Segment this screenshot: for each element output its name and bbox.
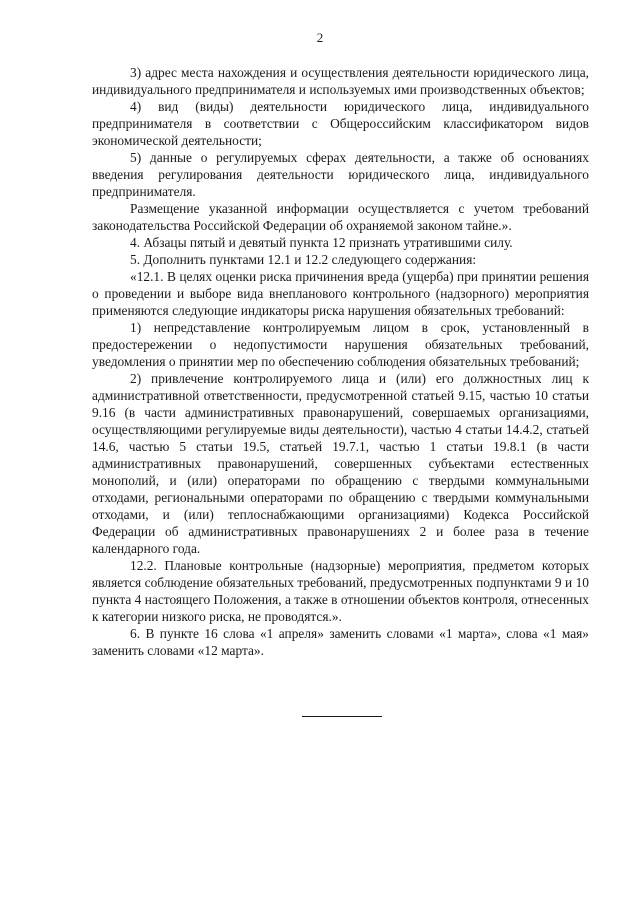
paragraph-indicator-2: 2) привлечение контролируемого лица и (или) его должностных лиц к административной ответственности, предусмотренной статьей 9.15, частью 10 статьи 9.16 (в части административных правонарушений, совершаемых организациями, осуществляющими регулируемые виды деятельности), частью 4 статьи 14.4.2, статьей 14.6, частью 5 статьи 19.5, статьей 19.7.1, частью 1 статьи 19.8.1 (в части административных правонарушений, совершенных субъектами естественных монополий, и (или) операторами по обращению с твердыми коммунальными отходами, региональными операторами по обращению с твердыми коммунальными отходами, и (или) теплоснабжающими организациями) Кодекса Российской Федерации об административных правонарушениях 2 и более раза в течение календарного года.: [92, 371, 589, 556]
paragraph-clause-4: 4. Абзацы пятый и девятый пункта 12 признать утратившими силу.: [130, 235, 513, 250]
paragraph-item-5-regulated-spheres: 5) данные о регулируемых сферах деятельности, а также об основаниях введения регулирования деятельности юридического лица, индивидуального предпринимателя.: [92, 150, 589, 199]
paragraph-indicator-1: 1) непредставление контролируемым лицом в срок, установленный в предостережении о недопустимости нарушения обязательных требований, уведомления о принятии мер по обеспечению соблюдения обязательных требований;: [92, 320, 589, 369]
paragraph-info-placement: Размещение указанной информации осуществляется с учетом требований законодательства Российской Федерации об охраняемой законом тайне.».: [92, 201, 589, 233]
document-body: [92, 64, 589, 659]
paragraph-clause-12-1: «12.1. В целях оценки риска причинения вреда (ущерба) при принятии решения о проведении и выборе вида внепланового контрольного (надзорного) мероприятия применяются следующие индикаторы риска нарушения обязательных требований:: [92, 269, 589, 318]
paragraph-clause-12-2: 12.2. Плановые контрольные (надзорные) мероприятия, предметом которых является соблюдение обязательных требований, предусмотренных подпунктами 9 и 10 пункта 4 настоящего Положения, а также в отношении объектов контроля, отнесенных к категории низкого риска, не проводятся.».: [92, 558, 589, 624]
end-divider-line: [302, 716, 382, 717]
page-number: 2: [316, 30, 324, 45]
paragraph-clause-5: 5. Дополнить пунктами 12.1 и 12.2 следующего содержания:: [130, 252, 477, 267]
paragraph-item-4-activity-type: 4) вид (виды) деятельности юридического лица, индивидуального предпринимателя в соответствии с Общероссийским классификатором видов экономической деятельности;: [92, 99, 589, 148]
paragraph-clause-6: 6. В пункте 16 слова «1 апреля» заменить словами «1 марта», слова «1 мая» заменить словами «12 марта».: [92, 626, 589, 658]
paragraph-item-3-address: 3) адрес места нахождения и осуществления деятельности юридического лица, индивидуального предпринимателя и используемых ими производственных объектов;: [92, 65, 589, 97]
